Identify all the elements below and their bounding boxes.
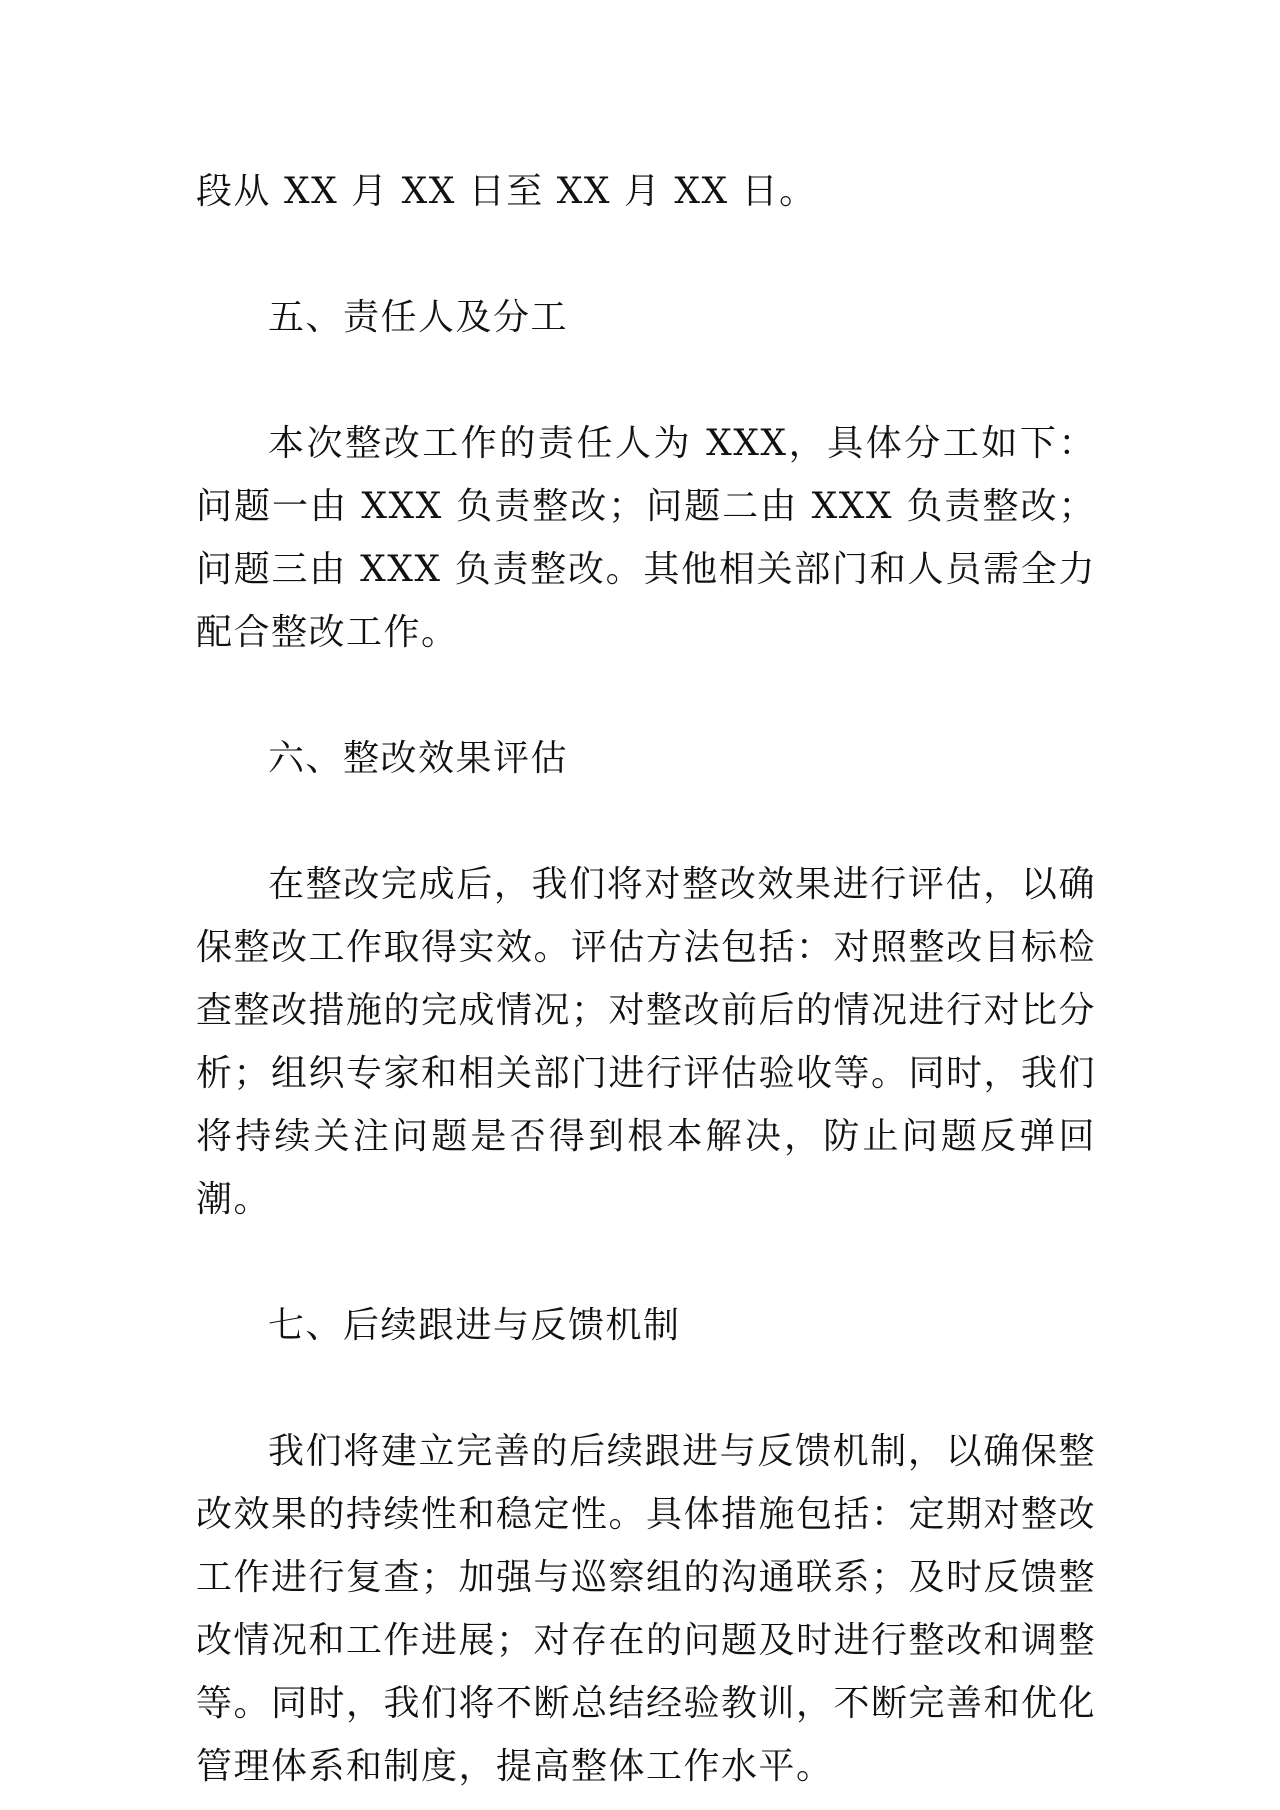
paragraph-continuation: 段从 XX 月 XX 日至 XX 月 XX 日。 [196,171,817,212]
spacer [196,1231,1096,1294]
paragraph-responsibility: 本次整改工作的责任人为 XXX，具体分工如下：问题一由 XXX 负责整改；问题二由 XXX 负责整改；问题三由 XXX 负责整改。其他相关部门和人员需全力配合整改工作。 [196,423,1096,653]
spacer [196,664,1096,727]
spacer [196,349,1096,412]
paragraph-evaluation: 在整改完成后，我们将对整改效果进行评估，以确保整改工作取得实效。评估方法包括：对照整改目标检查整改措施的完成情况；对整改前后的情况进行对比分析；组织专家和相关部门进行评估验收等。同时，我们将持续关注问题是否得到根本解决，防止问题反弹回潮。 [196,864,1097,1220]
section-heading-evaluation: 六、整改效果评估 [268,738,569,779]
section-heading-responsibility: 五、责任人及分工 [268,297,569,338]
document-body [196,160,1096,1798]
spacer [196,223,1096,286]
paragraph-followup: 我们将建立完善的后续跟进与反馈机制，以确保整改效果的持续性和稳定性。具体措施包括：定期对整改工作进行复查；加强与巡察组的沟通联系；及时反馈整改情况和工作进展；对存在的问题及时进行整改和调整等。同时，我们将不断总结经验教训，不断完善和优化管理体系和制度，提高整体工作水平。 [196,1431,1097,1787]
spacer [196,1357,1096,1420]
section-heading-followup: 七、后续跟进与反馈机制 [268,1305,681,1346]
spacer [196,790,1096,853]
